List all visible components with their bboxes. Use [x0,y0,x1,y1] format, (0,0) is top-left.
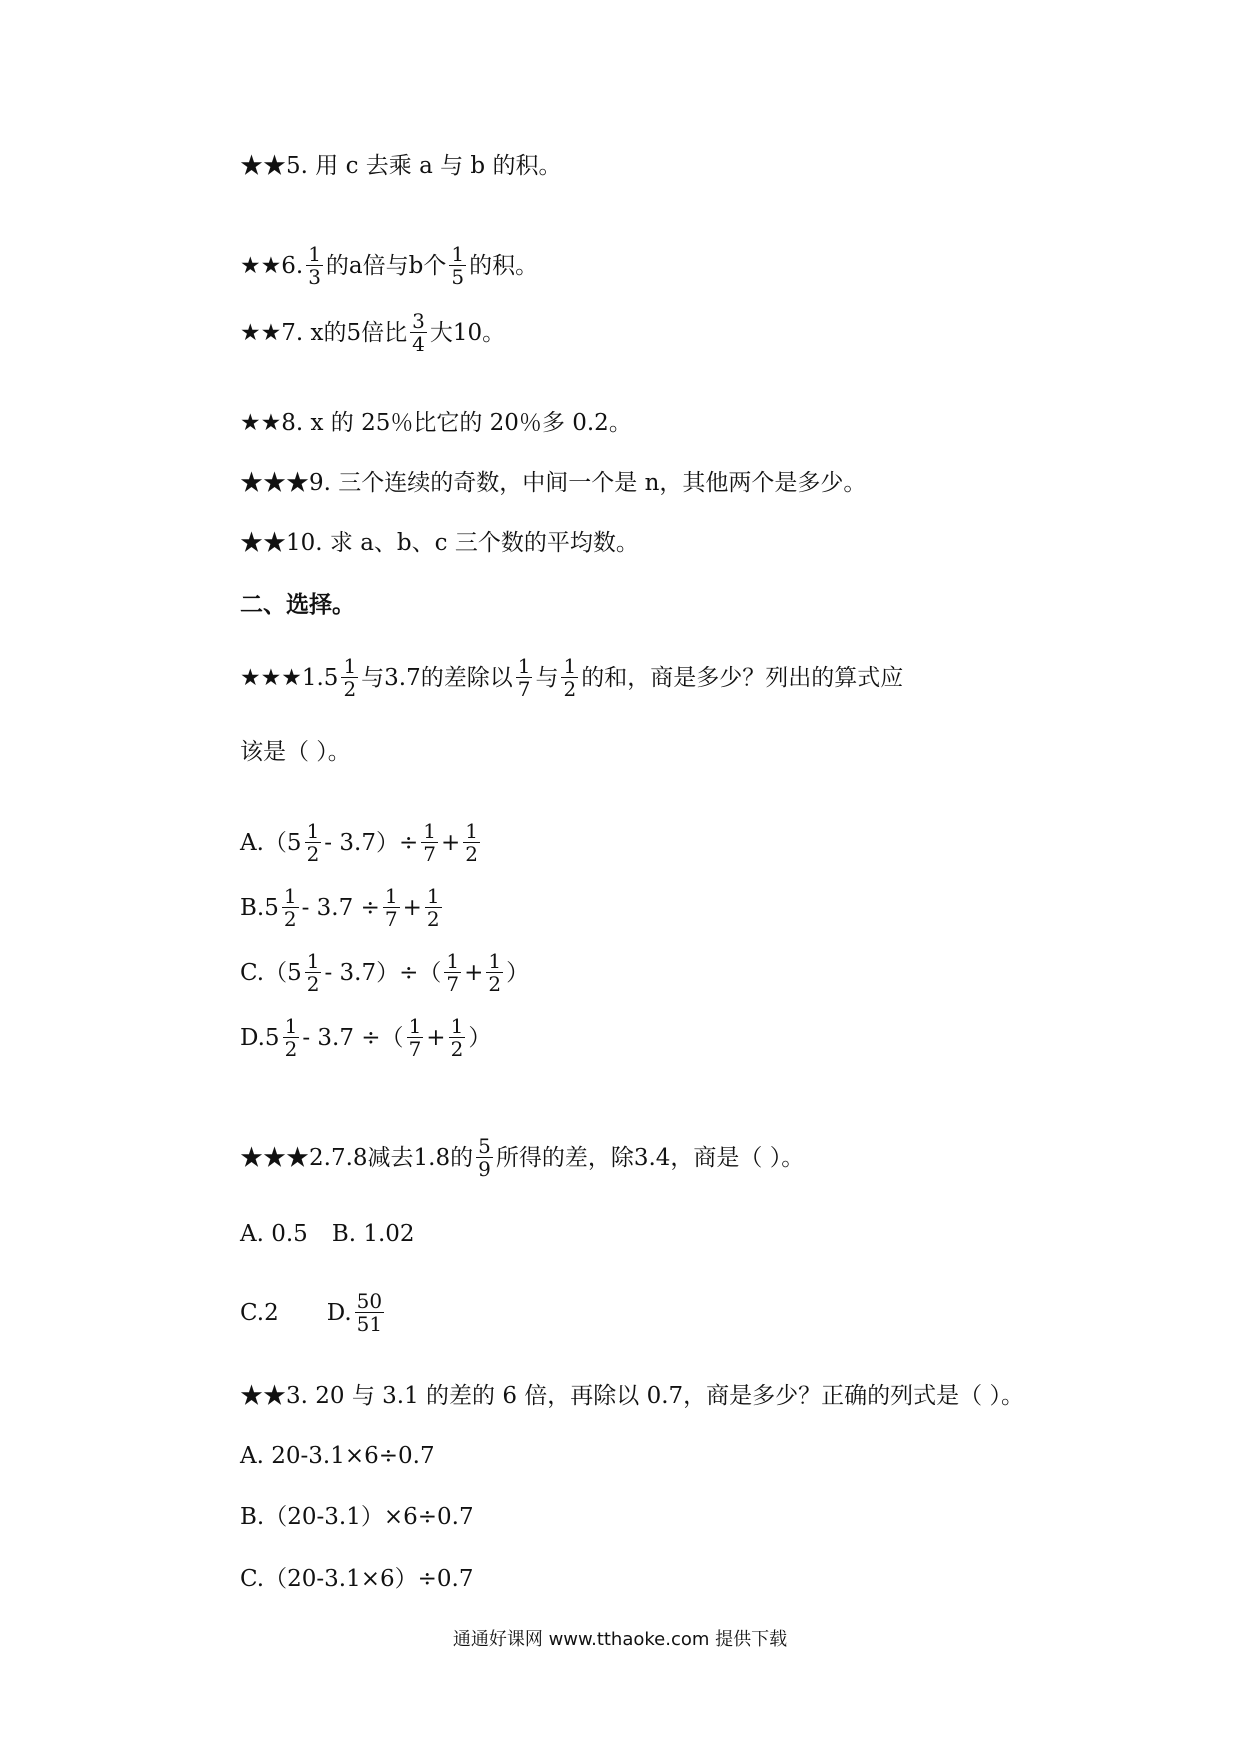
fraction: $\frac{1}{7}$ [446,949,460,996]
fraction: $\frac{1}{7}$ [384,884,398,931]
q6-mid: 的a倍与b个 [325,252,447,279]
fraction: $\frac{1}{2}$ [426,884,440,931]
fraction: $\frac{1}{2}$ [284,1014,298,1061]
fraction: $\frac{3}{4}$ [412,309,425,356]
fraction: $\frac{1}{2}$ [563,654,577,701]
question-10: ★★10. 求 a、b、c 三个数的平均数。 [240,530,639,556]
option-d: D. [326,1299,352,1326]
c1-text-2: 与 [535,664,559,691]
fraction: $\frac{1}{2}$ [488,949,502,996]
fraction: $\frac{1}{2}$ [450,1014,464,1061]
choice-2-options-cd [240,1290,387,1335]
question-6 [240,243,538,288]
choice-1-option-a: A.（5 $\frac{1}{2}$ - 3.7）÷ $\frac{1}{7}$ + $\frac{1}{2}$ [240,819,478,866]
question-8: ★★8. x 的 25％比它的 20％多 0.2。 [240,410,632,436]
question-7 [240,310,505,355]
c1-text-3: 的和，商是多少？列出的算式应 [581,664,904,691]
q6-prefix: ★★6. [240,252,304,279]
choice-1-option-c: C.（5 $\frac{1}{2}$ - 3.7）÷（ $\frac{1}{7}$ + $\frac{1}{2}$ ） [240,949,530,996]
choice-3-option-c: C.（20-3.1×6）÷0.7 [240,1566,474,1592]
section-heading: 二、选择。 [240,591,355,618]
choice-2-options-ab [240,1214,415,1254]
fraction: $\frac{1}{7}$ [517,654,531,701]
fraction: $\frac{1}{7}$ [423,819,436,866]
choice-1-option-b: B.5 $\frac{1}{2}$ - 3.7 ÷ $\frac{1}{7}$ + $\frac{1}{2}$ [240,884,440,931]
q6-suffix: 的积。 [469,252,539,279]
option-a: A. 0.5 [240,1221,308,1247]
option-c: C.2 [240,1299,279,1326]
fraction: $\frac{5}{9}$ [478,1134,491,1181]
q7-suffix: 大10。 [429,319,506,346]
fraction: $\frac{1}{5}$ [451,242,465,289]
choice-1-line-2: 该是（ ）。 [240,739,351,765]
c1-prefix: ★★★1.5 [240,664,339,691]
choice-3: ★★3. 20 与 3.1 的差的 6 倍，再除以 0.7，商是多少？正确的列式是（ ）。 [240,1383,1024,1409]
choice-1-option-d: D.5 $\frac{1}{2}$ - 3.7 ÷（ $\frac{1}{7}$ + $\frac{1}{2}$ ） [240,1014,492,1061]
fraction: $\frac{1}{2}$ [306,949,320,996]
fraction: $\frac{50}{51}$ [356,1289,383,1336]
choice-3-option-b: B.（20-3.1）×6÷0.7 [240,1504,474,1530]
q7-prefix: ★★7. x的5倍比 [240,319,408,346]
choice-2: ★★★2.7.8减去1.8的 $\frac{5}{9}$ 所得的差，除3.4，商是（ ）。 [240,1134,805,1181]
choice-1 [240,655,903,700]
footer: 通通好课网 www.tthaoke.com 提供下载 [452,1629,788,1650]
fraction: $\frac{1}{2}$ [306,819,320,866]
option-b: B. 1.02 [331,1221,415,1247]
c1-text-1: 与3.7的差除以 [361,664,513,691]
fraction: $\frac{1}{2}$ [283,884,297,931]
fraction: $\frac{1}{2}$ [465,819,478,866]
question-5: ★★5. 用 c 去乘 a 与 b 的积。 [240,153,562,179]
fraction: $\frac{1}{7}$ [408,1014,422,1061]
choice-3-option-a: A. 20-3.1×6÷0.7 [240,1443,435,1469]
question-9: ★★★9. 三个连续的奇数，中间一个是 n，其他两个是多少。 [240,470,867,496]
fraction: $\frac{1}{3}$ [308,242,321,289]
fraction: $\frac{1}{2}$ [343,654,357,701]
